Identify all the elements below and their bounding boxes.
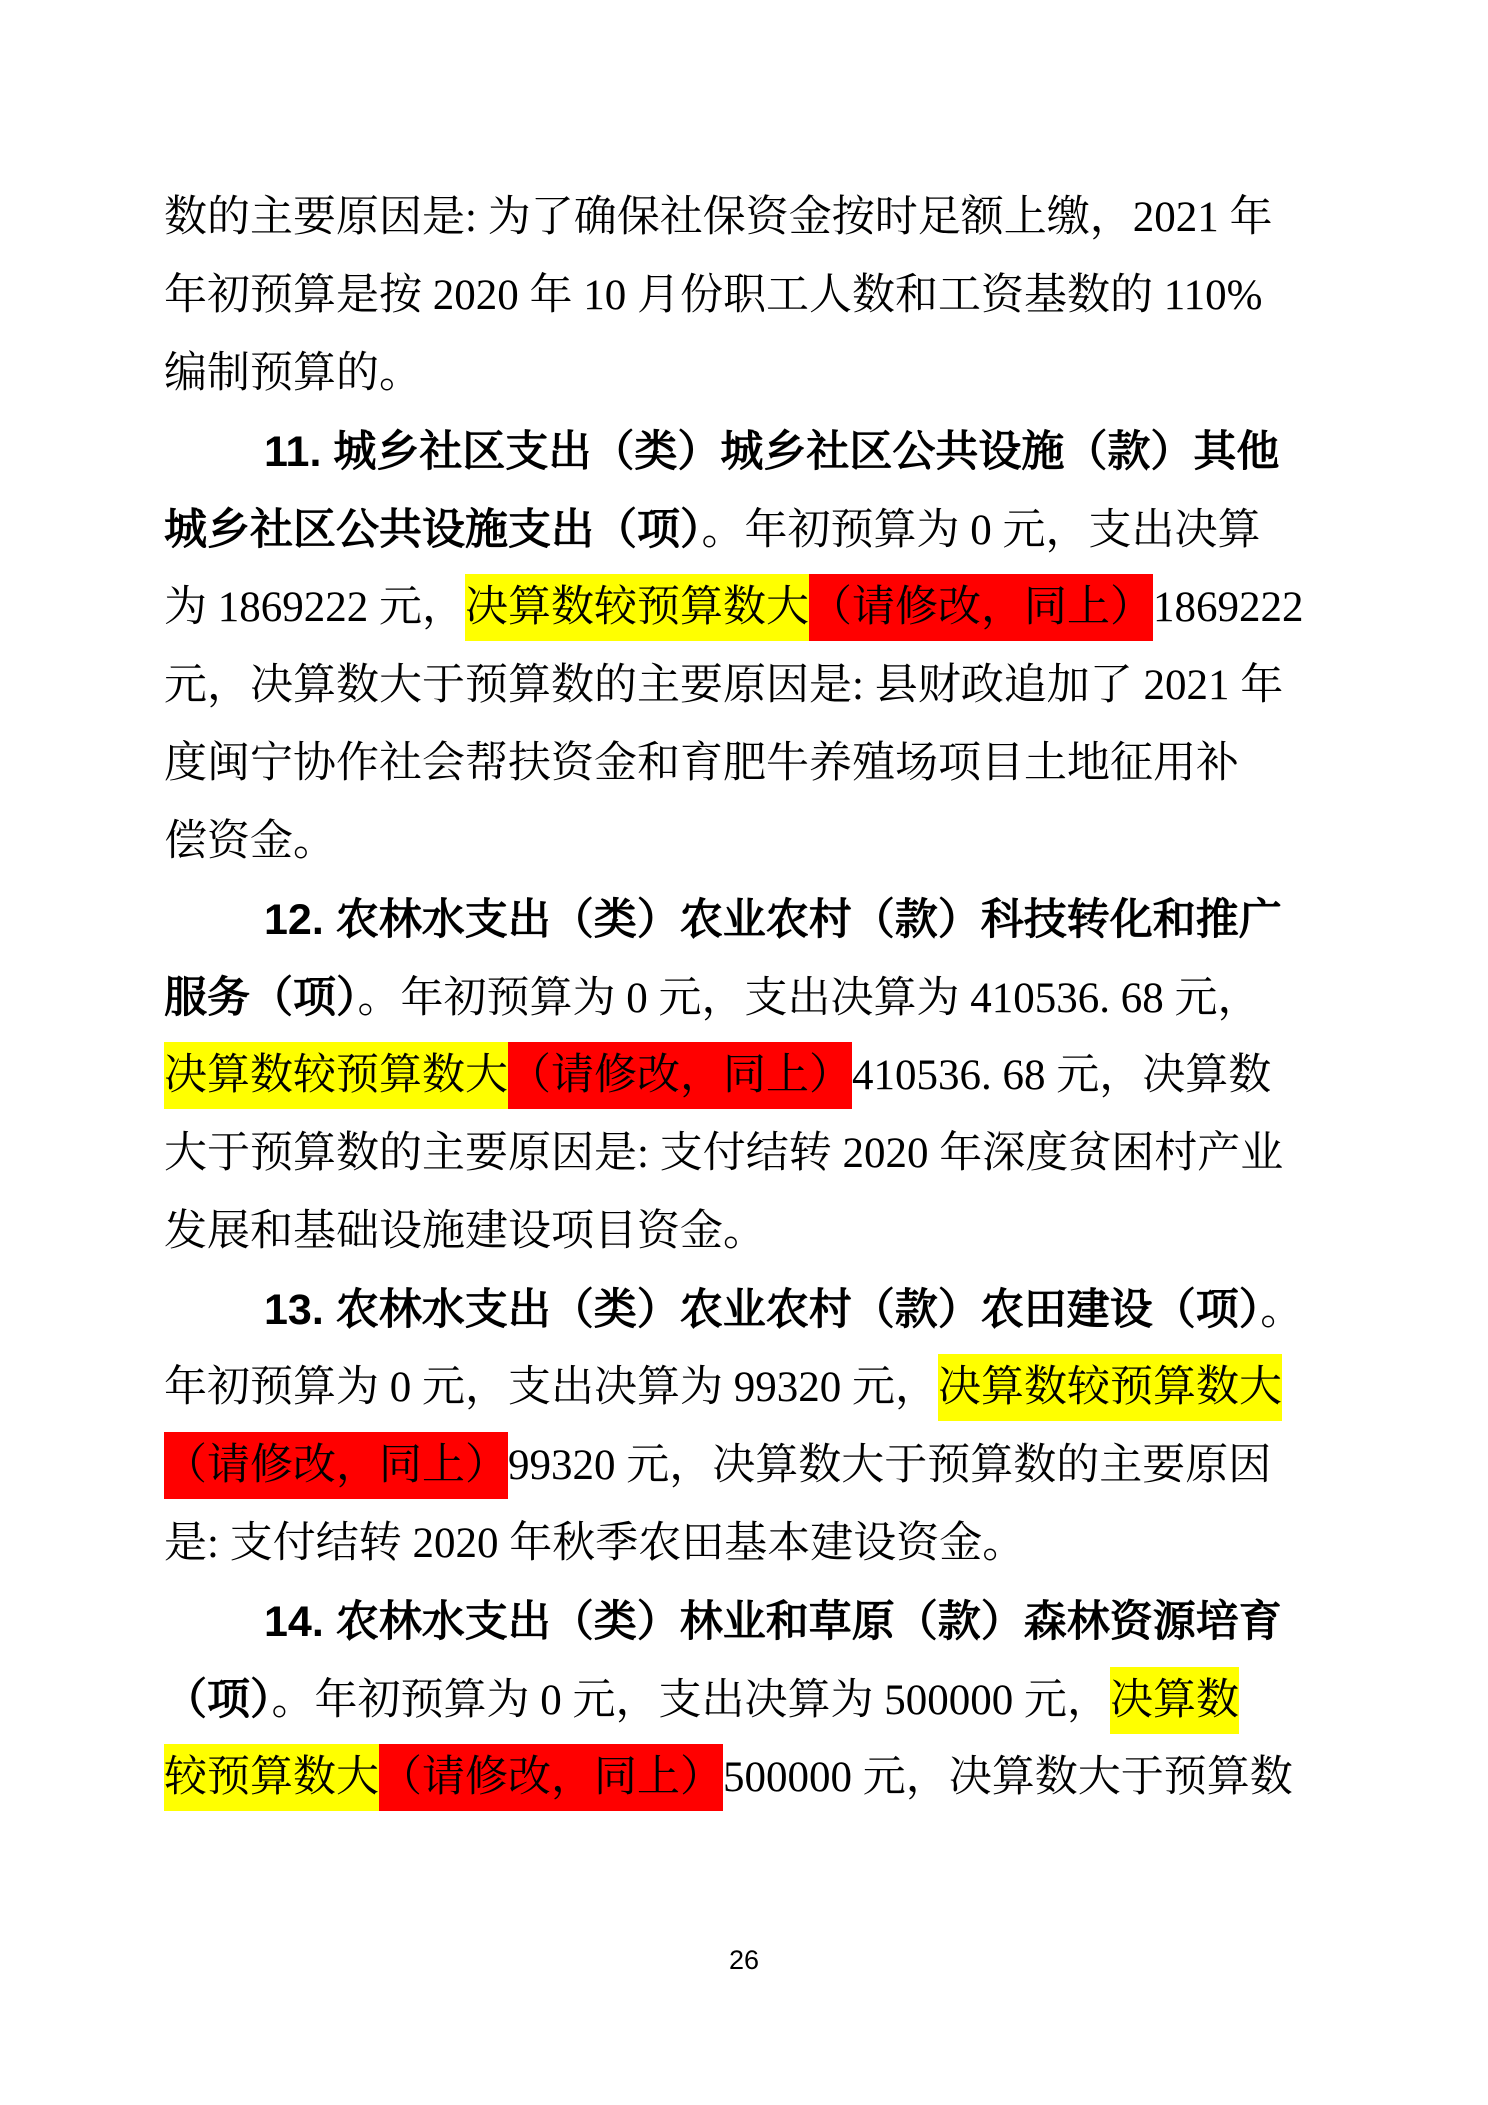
text-run: 元，决算数大于预算数的主要原因是: 县财政追加了 2021 年 bbox=[164, 662, 1284, 709]
text-line bbox=[164, 1193, 1222, 1271]
heading-text-run: 服务（项） bbox=[164, 974, 358, 1022]
yellow-highlight-run: 决算数 bbox=[1110, 1667, 1239, 1734]
red-highlight-run: （请修改，同上） bbox=[809, 574, 1153, 641]
heading-text-run: 14. 农林水支出（类）林业和草原（款）森林资源培育 bbox=[264, 1598, 1282, 1646]
text-run: 。年初预算为 0 元，支出决算 bbox=[701, 507, 1261, 554]
red-highlight-run: （请修改，同上） bbox=[164, 1432, 508, 1499]
text-line bbox=[164, 959, 1261, 1037]
text-line bbox=[164, 1349, 1282, 1427]
text-line bbox=[164, 803, 1222, 881]
heading-text-run: （项） bbox=[164, 1676, 272, 1724]
heading-text-run: 13. 农林水支出（类）农业农村（款）农田建设（项） bbox=[264, 1286, 1261, 1334]
text-run: 99320 元，决算数大于预算数的主要原因 bbox=[508, 1442, 1272, 1489]
text-run: 年初预算是按 2020 年 10 月份职工人数和工资基数的 110% bbox=[164, 272, 1263, 319]
text-line bbox=[164, 725, 1239, 803]
text-line bbox=[164, 491, 1261, 569]
text-line bbox=[164, 569, 1304, 647]
text-run: 1869222 bbox=[1153, 584, 1304, 631]
text-run: 是: 支付结转 2020 年秋季农田基本建设资金。 bbox=[164, 1520, 1026, 1567]
red-highlight-run: （请修改，同上） bbox=[379, 1744, 723, 1811]
text-line bbox=[164, 1037, 1272, 1115]
text-run: 410536. 68 元，决算数 bbox=[852, 1052, 1272, 1099]
text-run: 500000 元，决算数大于预算数 bbox=[723, 1754, 1293, 1801]
text-run: 度闽宁协作社会帮扶资金和育肥牛养殖场项目土地征用补 bbox=[164, 740, 1239, 787]
text-run: 。 bbox=[1260, 1287, 1304, 1334]
heading-text-run: 12. 农林水支出（类）农业农村（款）科技转化和推广 bbox=[264, 896, 1282, 944]
text-run: 编制预算的。 bbox=[164, 350, 422, 397]
text-run: 年初预算为 0 元，支出决算为 99320 元， bbox=[164, 1364, 938, 1411]
text-line bbox=[164, 1739, 1293, 1817]
text-run: 。年初预算为 0 元，支出决算为 410536. 68 元， bbox=[357, 975, 1261, 1022]
heading-text-run: 11. 城乡社区支出（类）城乡社区公共设施（款）其他 bbox=[264, 428, 1280, 476]
yellow-highlight-run: 决算数较预算数大 bbox=[164, 1042, 508, 1109]
yellow-highlight-run: 决算数较预算数大 bbox=[465, 574, 809, 641]
text-line bbox=[164, 1505, 1222, 1583]
text-line bbox=[164, 413, 1280, 491]
text-line bbox=[164, 647, 1284, 725]
red-highlight-run: （请修改，同上） bbox=[508, 1042, 852, 1109]
yellow-highlight-run: 较预算数大 bbox=[164, 1744, 379, 1811]
text-line bbox=[164, 881, 1282, 959]
text-line bbox=[164, 1661, 1239, 1739]
text-line bbox=[164, 335, 1222, 413]
text-run: 大于预算数的主要原因是: 支付结转 2020 年深度贫困村产业 bbox=[164, 1130, 1284, 1177]
text-run: 数的主要原因是: 为了确保社保资金按时足额上缴，2021 年 bbox=[164, 194, 1273, 241]
document-body bbox=[164, 179, 1304, 1817]
yellow-highlight-run: 决算数较预算数大 bbox=[938, 1354, 1282, 1421]
text-run: 发展和基础设施建设项目资金。 bbox=[164, 1208, 766, 1255]
heading-text-run: 城乡社区公共设施支出（项） bbox=[164, 506, 702, 554]
text-line bbox=[164, 179, 1273, 257]
text-line bbox=[164, 1583, 1282, 1661]
page-number: 26 bbox=[728, 1945, 760, 1975]
text-run: 偿资金。 bbox=[164, 818, 336, 865]
text-run: 。年初预算为 0 元，支出决算为 500000 元， bbox=[271, 1677, 1110, 1724]
text-run: 为 1869222 元， bbox=[164, 584, 465, 631]
text-line bbox=[164, 1271, 1304, 1349]
text-line bbox=[164, 1427, 1272, 1505]
text-line bbox=[164, 1115, 1284, 1193]
text-line bbox=[164, 257, 1263, 335]
